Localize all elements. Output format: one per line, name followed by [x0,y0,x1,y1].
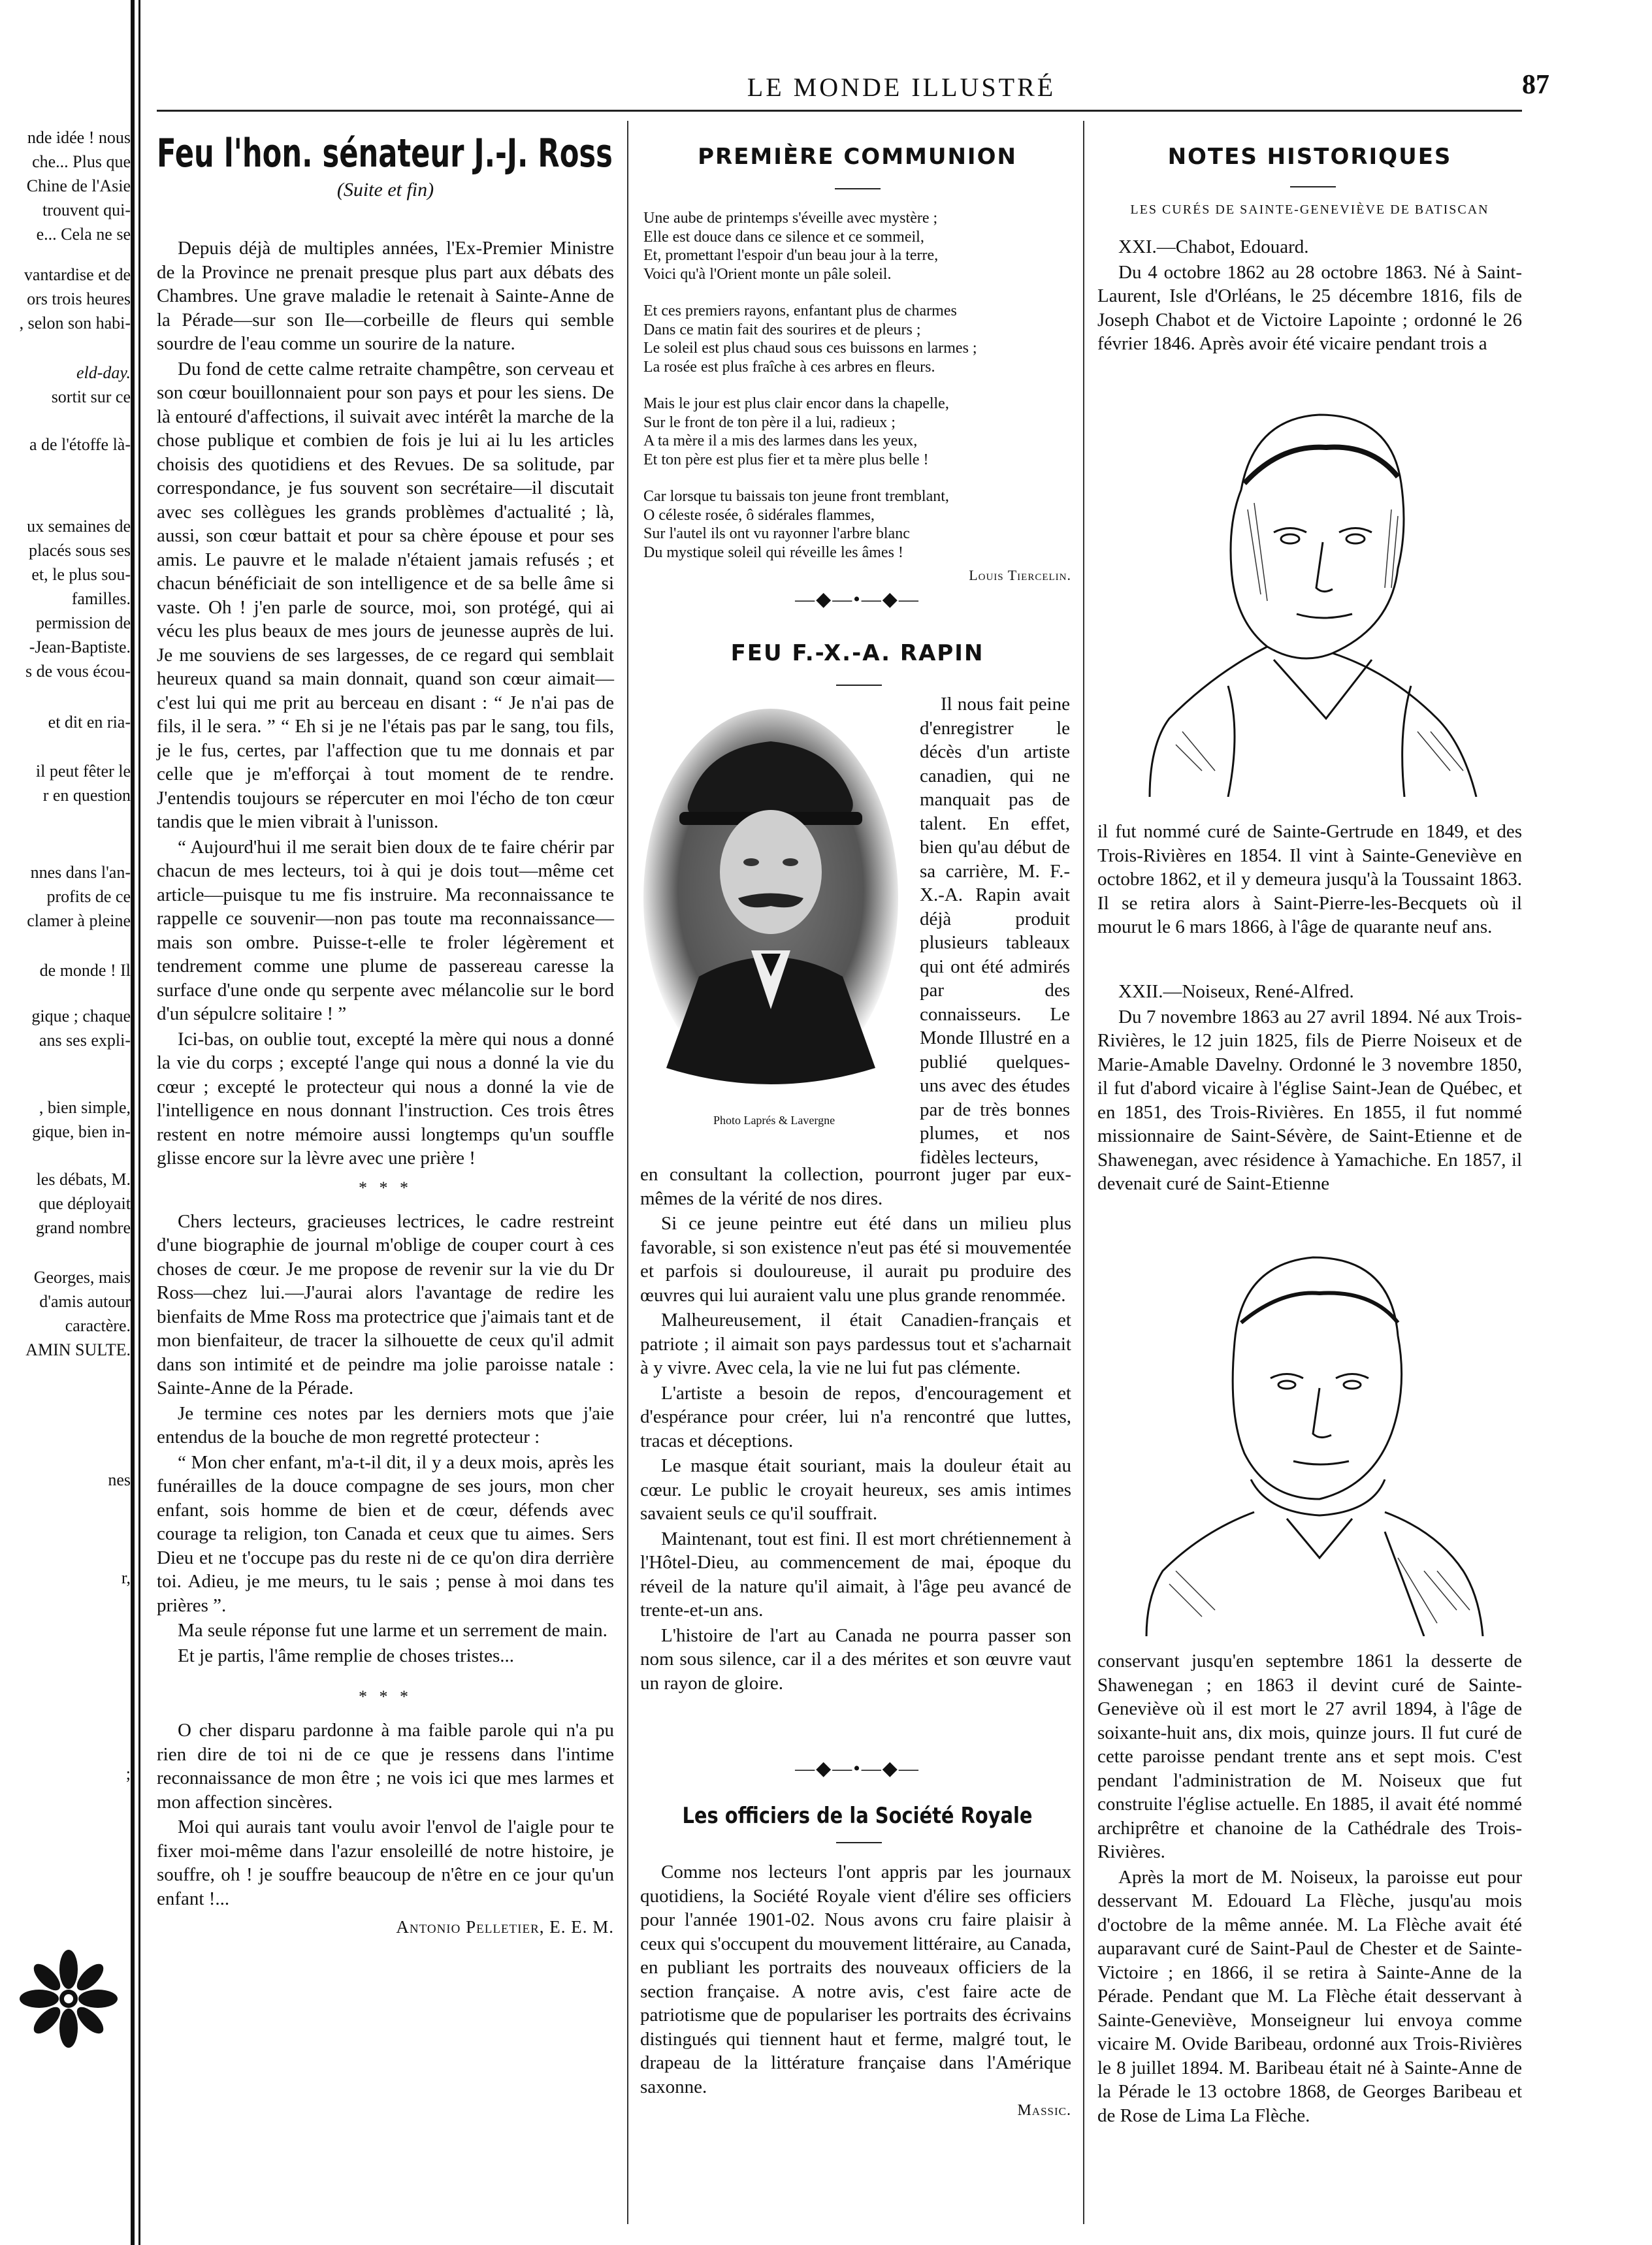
rapin-body [640,1163,1071,1695]
societe-title: Les officiers de la Société Royale [682,1803,1033,1829]
flower-ornament-icon [7,1940,131,2058]
previous-page-fragment: Georges, mais [33,1268,131,1287]
poem-title: PREMIÈRE COMMUNION [698,144,1017,170]
previous-page-fragment: nde idée ! nous [27,128,131,147]
notes-subtitle: LES CURÉS DE SAINTE-GENEVIÈVE DE BATISCAN [1130,202,1489,217]
paragraph: Depuis déjà de multiples années, l'Ex-Premier Ministre de la Province ne prenait presque plus part aux débats des Chambres. Une grave maladie le retenait à Sainte-Anne de la Pérade—sur son Ile—corbeille de fleurs qui semble sourdre de l'eau comme un sourire de la nature. [157,238,614,354]
previous-page-fragment: profits de ce [46,887,131,906]
asterism: * * * [359,1687,412,1706]
previous-page-fragment: -Jean-Baptiste. [29,638,131,656]
poem-line: Dans ce matin fait des sourires et de pleurs ; [643,321,921,338]
poem-line: Car lorsque tu baissais ton jeune front tremblant, [643,488,949,505]
ross-body [157,236,614,1171]
poem-stanza [643,302,1071,376]
poem-stanza [643,487,1071,562]
poem-stanza [643,209,1071,283]
page-number: 87 [1522,70,1549,100]
column-divider-1 [627,121,628,2224]
poem-stanza [643,395,1071,469]
title-rule [836,685,882,686]
paragraph: Si ce jeune peintre eut été dans un milieu plus favorable, si son existence n'eut pas été si mouvementée et parfois si douloureuse, il aurait pu produire des œuvres qui lui auraient valu une plus grande renommée. [640,1213,1071,1306]
masthead-title: LE MONDE ILLUSTRÉ [747,73,1056,102]
poem-line: Voici qu'à l'Orient monte un pâle soleil. [643,265,892,283]
article-subtitle: (Suite et fin) [336,179,434,201]
paragraph: O cher disparu pardonne à ma faible parole qui n'a pu rien dire de toi ni de ce que je ressens dans l'intime reconnaissance de mon être ; ne vois ici que mes larmes et mon affection sincères. [157,1720,614,1813]
fleuron-divider: —◆—•—◆— [795,589,920,610]
previous-page-fragment: nnes dans l'an- [30,863,131,882]
previous-page-fragment: sortit sur ce [51,387,131,406]
previous-page-fragment: ; [125,1764,131,1783]
previous-page-fragment: ors trois heures [27,289,131,308]
photo-caption: Photo Laprés & Lavergne [713,1114,835,1127]
rapin-portrait-photo [627,702,915,1114]
article-title: Feu l'hon. sénateur J.-J. Ross [157,131,613,176]
binding-rule [131,0,135,2245]
notes-title: NOTES HISTORIQUES [1167,144,1452,170]
previous-page-fragment: AMIN SULTE. [25,1340,131,1359]
previous-page-fragment: d'amis autour [39,1292,131,1311]
paragraph: Ici-bas, on oublie tout, excepté la mère qui nous a donné la vie du corps ; excepté l'ange qui nous a donné la vie du cœur ; excepté le protecteur qui nous a donné la vie de l'intelligence en nous donnant l'instruction. Ces trois êtres restent en notre mémoire aussi longtemps qu'un souffle glisse encore sur la lèvre avec une prière ! [157,1028,614,1169]
paragraph: “ Mon cher enfant, m'a-t-il dit, il y a deux mois, après les funérailles de la douce compagne de ses jours, mon cher enfant, sois homme de bien et de cœur, défends avec courage ta religion, ton Canada et ceux que tu aimes. Sers Dieu et ne t'occupe pas du reste ni de ce qu'on dira derrière toi. Adieu, je me meurs, tu le sais ; pense à moi dans tes prières ”. [157,1451,614,1616]
paragraph: Il nous fait peine d'enregistrer le décès d'un artiste canadien, qui ne manquait pas de talent. En effet, bien qu'au début de sa carrière, M. F.-X.-A. Rapin avait déjà produit plusieurs tableaux qui ont été admirés par des connaisseurs. Le Monde Illustré en a publié quelques-uns avec des études par de très bonnes plumes, et nos fidèles lecteurs, [920,694,1070,1168]
paragraph: Après la mort de M. Noiseux, la paroisse eut pour desservant M. Edouard La Flèche, jusqu'au mois d'octobre de la même année. M. La Flèche avait été auparavant curé de Saint-Paul de Chester et de Sainte-Victoire ; en 1866, il se retira à Sainte-Anne de la Pérade. Pendant que M. La Flèche était desservant à Sainte-Geneviève, Monseigneur lui envoya comme vicaire M. Ovide Baribeau, ordonné aux Trois-Rivières le 8 juillet 1894. M. Baribeau était né à Sainte-Anne de la Pérade le 13 octobre 1868, de Georges Baribeau et de Rose de Lima La Flèche. [1097,1866,1522,2126]
poem-line: Sur l'autel ils ont vu rayonner l'arbre blanc [643,525,910,542]
poem-line: Du mystique soleil qui réveille les âmes ! [643,543,903,561]
paragraph: L'histoire de l'art au Canada ne pourra passer son nom sous silence, car il a des mérites et son œuvre vaut un rayon de gloire. [640,1624,1071,1694]
title-rule [835,188,881,189]
previous-page-fragment: , bien simple, [39,1098,131,1117]
paragraph: en consultant la collection, pourront juger par eux-mêmes de la vérité de nos dires. [640,1164,1071,1209]
poem-line: Et, promettant l'espoir d'un beau jour à la terre, [643,247,939,264]
fleuron-divider: —◆—•—◆— [795,1758,920,1779]
paragraph: Je termine ces notes par les derniers mots que j'aie entendus de la bouche de mon regretté protecteur : [157,1402,614,1447]
previous-page-fragment: gique, bien in- [32,1122,131,1141]
previous-page-fragment: grand nombre [35,1218,131,1237]
premiere-communion [643,144,1071,584]
entry-heading: XXII.—Noiseux, René-Alfred. [1118,981,1354,1002]
previous-page-fragment: s de vous écou- [25,662,131,681]
previous-page-fragment: nes [108,1470,131,1489]
poem-line: Sur le front de ton père il a lui, radieux ; [643,413,896,431]
paragraph: Moi qui aurais tant voulu avoir l'envol de l'aigle pour te fixer moi-même dans l'azur ensoleillé de notre histoire, je souffre, oh ! je souffre beaucoup de n'être en ce jour qu'un enfant !... [157,1817,614,1909]
paragraph: Malheureusement, il était Canadien-français et patriote ; il aimait son pays pardessus tout et s'acharnait à y vivre. Avec cela, la vie ne lui fut pas clémente. [640,1310,1071,1378]
previous-page-fragment: r, [121,1568,131,1587]
previous-page-fragment: e... Cela ne se [36,225,131,244]
column-divider-2 [1083,121,1084,2224]
paragraph: “ Aujourd'hui il me serait bien doux de te faire chérir par chacun de mes lecteurs, toi à qui je dois tout—même cet article—puisque tu me fis instruire. Ma reconnaissance te rappelle ce souvenir—non pas toute ma reconnaissance—mais son ombre. Puisse-t-elle te froler légèrement et tendrement comme une plume de passereau caresse la surface d'une onde qu serpente avec mélancolie sur le bord d'un sépulcre solitaire ! ” [157,836,614,1024]
previous-page-fragment: les débats, M. [36,1170,131,1189]
previous-page-fragment: permission de [35,613,131,632]
header-rule [157,110,1522,112]
previous-page-fragment: de monde ! Il [39,961,131,980]
paragraph: L'artiste a besoin de repos, d'encouragement et d'espérance pour créer, lui n'a rencontré que luttes, tracas et déceptions. [640,1382,1071,1451]
previous-page-fragment: trouvent qui- [42,201,131,219]
previous-page-fragment: vantardise et de [24,265,131,284]
title-rule [1290,186,1336,187]
previous-page-fragment: familles. [71,589,131,608]
ross-body-3 [157,1719,614,1911]
societe-body [640,1860,1071,2123]
previous-page-fragment: ans ses expli- [39,1031,131,1050]
poem-line: Elle est douce dans ce silence et ce sommeil, [643,228,924,246]
chabot-entry-cont [1097,820,1522,939]
paragraph: Du 4 octobre 1862 au 28 octobre 1863. Né à Saint-Laurent, Isle d'Orléans, le 25 décembre 1816, fils de Joseph Chabot et de Victoire Lapointe ; ordonné le 26 février 1846. Après avoir été vicaire pendant trois a [1097,261,1522,354]
previous-page-fragment: a de l'étoffe là- [29,435,131,454]
poem-line: Et ton père est plus fier et ta mère plus belle ! [643,451,929,468]
paragraph: Et je partis, l'âme remplie de choses tristes... [178,1645,514,1666]
previous-page-fragment: placés sous ses [29,541,131,560]
poem-signature: Louis Tiercelin. [969,567,1071,583]
previous-page-fragment: que déployait [39,1194,131,1213]
paragraph: Comme nos lecteurs l'ont appris par les journaux quotidiens, la Société Royale vient d'élire ses officiers pour l'année 1901-02. Nous avons cru faire plaisir à ceux qui s'occupent du mouvement littéraire, au Canada, en publiant les portraits des nouveaux officiers de la section française. A notre avis, c'est faire acte de patriotisme que de populariser les portraits des écrivains distingués qui tiennent haut et ferme, malgré tout, le drapeau de la littérature française dans l'Amérique saxonne. [640,1862,1071,2097]
noiseux-entry-cont [1097,1649,1522,2127]
paragraph: Du fond de cette calme retraite champêtre, son cerveau et son cœur bouillonnaient pour son pays et pour les siens. De là entouré d'affections, il suivait avec intérêt la marche de la chose publique et combien de fois je lui ai lu les articles choisis des quotidiens et des Revues. De sa solitude, par correspondance, je fus souvent son secrétaire—il discutait avec ses collègues les grands problèmes d'actualité ; là, aussi, son cœur battait et pour sa chère épouse et pour ses amis. Le pauvre et le malade n'étaient jamais refusés ; et chacun bénéficiait de son intelligence et de sa belle âme si vaste. Oh ! j'en parle de source, moi, son protégé, qui ai vécu les plus beaux de mes jours de jeunesse auprès de lui. Je me souviens de ses largesses, de ce regard qui semblait heureux quand sa main donnait, quand son cœur aimait—c'est lui qui me prit au berceau en disant : “ Je n'ai pas de fils, il le sera. ” “ Eh si je ne l'étais pas par le sang, tou fils, je le fus, certes, par l'affection que tu me donnais et par celle que je m'efforçai à tout moment de te rendre. J'entendis toujours se répercuter en moi l'écho de ton cœur tandis que le mien vibrait à l'unisson. [157,358,614,832]
title-rule [836,1842,882,1843]
poem-line: Et ces premiers rayons, enfantant plus de charmes [643,302,957,319]
previous-page-fragment: ux semaines de [27,517,131,536]
poem-line: Le soleil est plus chaud sous ces buissons en larmes ; [643,340,977,357]
ross-body-2 [157,1210,614,1668]
paragraph: conservant jusqu'en septembre 1861 la desserte de Shawenegan ; en 1863 il devint curé de Sainte-Geneviève où il est mort le 27 avril 1894, à l'âge de soixante-huit ans, dix mois, quinze jours. Il fut curé de cette paroisse pendant trente ans et sept mois. C'est pendant l'administration de M. Noiseux que fut construite l'église actuelle. En 1885, il avait été nommé archiprêtre et chanoine de la Cathédrale des Trois-Rivières. [1097,1651,1522,1862]
previous-page-fragment: et dit en ria- [48,713,131,732]
paragraph: Du 7 novembre 1863 au 27 avril 1894. Né aux Trois-Rivières, le 12 juin 1825, fils de Pierre Noiseux et de Marie-Amable Davelny. Ordonné le 3 novembre 1850, il fut d'abord vicaire à l'église Saint-Jean de Québec, et en 1851, des Trois-Rivières. En 1855, il fut nommé missionnaire de Saint-Sévère, de Saint-Etienne et de Shawenegan, avec résidence à Yamachiche. En 1857, il devenait curé de Saint-Etienne [1097,1006,1522,1194]
poem-line: O céleste rosée, ô sidérales flammes, [643,506,875,524]
binding-margin [0,0,150,2245]
paragraph: il fut nommé curé de Sainte-Gertrude en 1849, et des Trois-Rivières en 1854. Il vint à Sainte-Geneviève en octobre 1862, et il y demeura jusqu'à la Toussaint 1863. Il se retira alors à Saint-Pierre-les-Becquets où il mourut le 6 mars 1866, à l'âge de quarante neuf ans. [1097,821,1522,937]
previous-page-fragment: et, le plus sou- [31,565,131,584]
previous-page-fragment: che... Plus que [32,152,131,171]
poem-line: A ta mère il a mis des larmes dans les yeux, [643,432,918,449]
rapin-title: FEU F.-X.-A. RAPIN [730,640,984,666]
rapin-intro [920,692,1070,1169]
previous-page-fragment: caractère. [65,1316,131,1335]
societe-signature: Massic. [1017,2102,1071,2119]
asterism: * * * [359,1178,412,1197]
previous-page-fragment: eld-day. [76,363,131,382]
paragraph: Maintenant, tout est fini. Il est mort chrétiennement à l'Hôtel-Dieu, au commencement de mai, époque du réveil de la nature qu'il aimait, à l'âge peu avancé de trente-et-un ans. [640,1528,1071,1621]
paragraph: Chers lecteurs, gracieuses lectrices, le cadre restreint d'une biographie de journal m'oblige de couper court à ces choses de cœur. Je me propose de revenir sur la vie du Dr Ross—chez lui.—J'aurai alors l'avantage de redire les bienfaits de Mme Ross ma protectrice que j'aimais tant et de mon bienfaiteur, de tracer la silhouette de ceux qu'il admit dans son intimité et de peindre ma jolie paroisse natale : Sainte-Anne de la Pérade. [157,1210,614,1398]
binding-rule-thin [138,0,140,2245]
previous-page-fragment: , selon son habi- [19,314,131,332]
previous-page-fragment: clamer à pleine [27,911,131,930]
poem-body [643,209,1071,562]
previous-page-fragment: r en question [42,786,131,805]
paragraph: Le masque était souriant, mais la douleur était au cœur. Le public le croyait heureux, ses amis intimes savaient seuls ce qu'il souffrait. [640,1455,1071,1524]
previous-page-fragment: gique ; chaque [31,1007,131,1026]
poem-line: Une aube de printemps s'éveille avec mystère ; [643,210,938,227]
noiseux-entry [1097,980,1522,1196]
chabot-entry [1097,235,1522,356]
noiseux-portrait-engraving [1110,1218,1509,1636]
paragraph: Ma seule réponse fut une larme et un serrement de main. [178,1620,607,1641]
chabot-portrait-engraving [1110,379,1509,797]
ross-article [157,131,614,1937]
previous-page-fragment: Chine de l'Asie [26,176,131,195]
poem-line: La rosée est plus fraîche à ces arbres en fleurs. [643,358,935,376]
entry-heading: XXI.—Chabot, Edouard. [1118,236,1309,257]
poem-line: Mais le jour est plus clair encor dans la chapelle, [643,395,949,412]
previous-page-fragment: il peut fêter le [35,762,131,781]
article-signature: Antonio Pelletier, E. E. M. [396,1917,614,1937]
